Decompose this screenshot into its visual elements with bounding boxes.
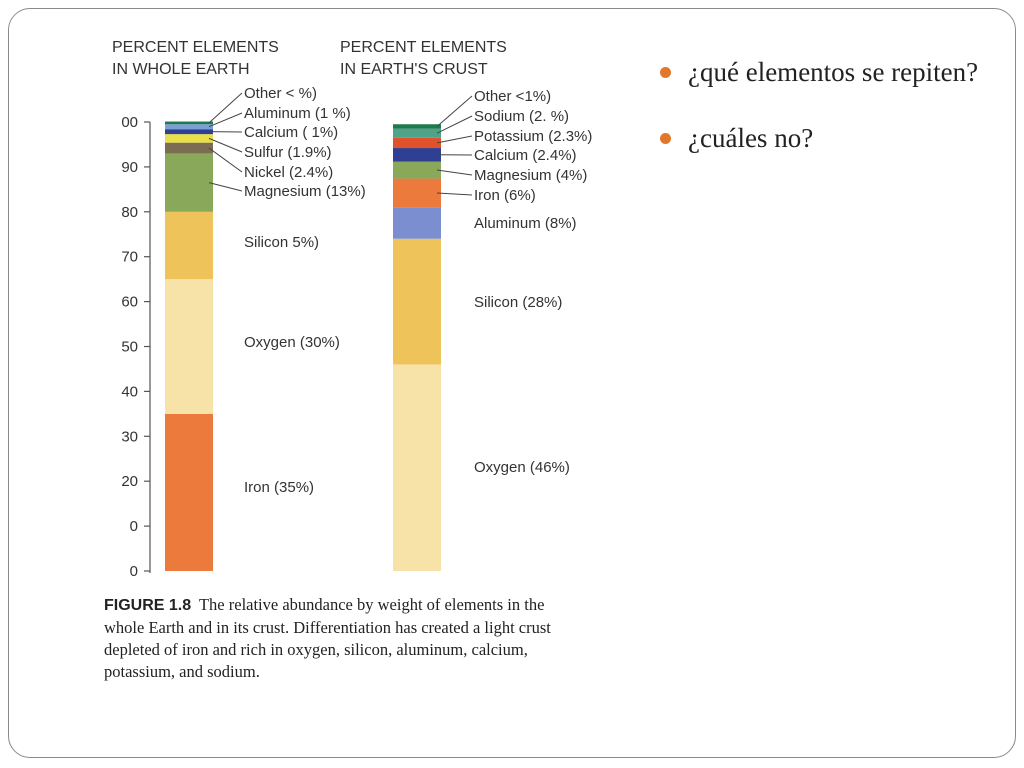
segment-label: Silicon (28%) — [474, 294, 563, 311]
segment-label: Sulfur (1.9%) — [244, 144, 332, 161]
column-title: PERCENT ELEMENTS — [112, 39, 279, 56]
y-tick-label: 30 — [121, 428, 138, 446]
segment-label: Oxygen (46%) — [474, 459, 570, 476]
segment-label: Nickel (2.4%) — [244, 164, 334, 181]
figure-caption — [104, 594, 584, 683]
bar-segment — [165, 124, 213, 129]
bar-segment — [393, 124, 441, 128]
bar-segment — [393, 207, 441, 238]
bar-segment — [165, 212, 213, 279]
bar-segment — [393, 239, 441, 365]
y-tick-label: 50 — [121, 338, 138, 356]
leader-line — [209, 138, 242, 152]
leader-line — [437, 170, 472, 175]
segment-label: Calcium ( 1%) — [244, 124, 339, 141]
segment-label: Sodium (2. %) — [474, 108, 570, 125]
bar-segment — [165, 122, 213, 125]
bar-segment — [393, 179, 441, 208]
y-tick-label: 70 — [121, 248, 138, 266]
y-tick-label: 0 — [129, 518, 138, 536]
bar-segment — [393, 364, 441, 571]
bar-segment — [165, 414, 213, 571]
bar-segment — [393, 129, 441, 138]
segment-label: Silicon 5%) — [244, 234, 320, 251]
bar-segment — [393, 138, 441, 148]
bar-segment — [165, 153, 213, 211]
y-tick-label: 00 — [121, 114, 138, 131]
bar-segment — [165, 143, 213, 154]
y-tick-label: 80 — [121, 203, 138, 221]
leader-line — [209, 183, 242, 191]
leader-line — [437, 96, 472, 126]
leader-line — [209, 113, 242, 127]
bullet-text: ¿qué elementos se repiten? — [688, 57, 979, 87]
y-tick-label: 40 — [121, 383, 138, 401]
y-tick-label: 60 — [121, 293, 138, 311]
leader-line — [437, 116, 472, 133]
column-title: IN EARTH'S CRUST — [340, 61, 488, 78]
figure-caption-text: The relative abundance by weight of elements in the whole Earth and in its crust. Differentiation has created a light crust depleted of iron and rich in oxygen, silicon, aluminum, calcium, potassium, and sodium. — [104, 595, 551, 681]
bullet-dot-icon — [660, 67, 671, 78]
bar-segment — [393, 162, 441, 179]
segment-label: Oxygen (30%) — [244, 334, 340, 351]
bullet-item — [660, 118, 980, 158]
y-tick-label: 90 — [121, 158, 138, 176]
segment-label: Magnesium (13%) — [244, 183, 366, 200]
segment-label: Iron (35%) — [244, 479, 315, 496]
bullet-dot-icon — [660, 133, 671, 144]
bar-segment — [165, 129, 213, 134]
leader-line — [209, 93, 242, 123]
bar-segment — [393, 148, 441, 161]
bullet-list — [660, 52, 980, 184]
figure-label: FIGURE 1.8 — [104, 597, 192, 614]
column-title: PERCENT ELEMENTS — [340, 39, 507, 56]
segment-label: Calcium (2.4%) — [474, 147, 577, 164]
segment-label: Other <1%) — [474, 88, 552, 105]
segment-label: Aluminum (1 %) — [244, 105, 351, 122]
column-title: IN WHOLE EARTH — [112, 61, 250, 78]
segment-label: Other < %) — [244, 85, 317, 102]
leader-line — [209, 148, 242, 172]
segment-label: Potassium (2.3%) — [474, 128, 593, 145]
bar-segment — [165, 134, 213, 143]
segment-label: Aluminum (8%) — [474, 215, 577, 232]
bullet-item — [660, 52, 980, 92]
bar-segment — [165, 279, 213, 414]
leader-line — [437, 193, 472, 195]
leader-line — [437, 136, 472, 143]
segment-label: Magnesium (4%) — [474, 167, 588, 184]
segment-label: Iron (6%) — [474, 187, 536, 204]
y-tick-label: 0 — [129, 563, 138, 580]
y-tick-label: 20 — [121, 473, 138, 491]
bullet-text: ¿cuáles no? — [688, 123, 814, 153]
